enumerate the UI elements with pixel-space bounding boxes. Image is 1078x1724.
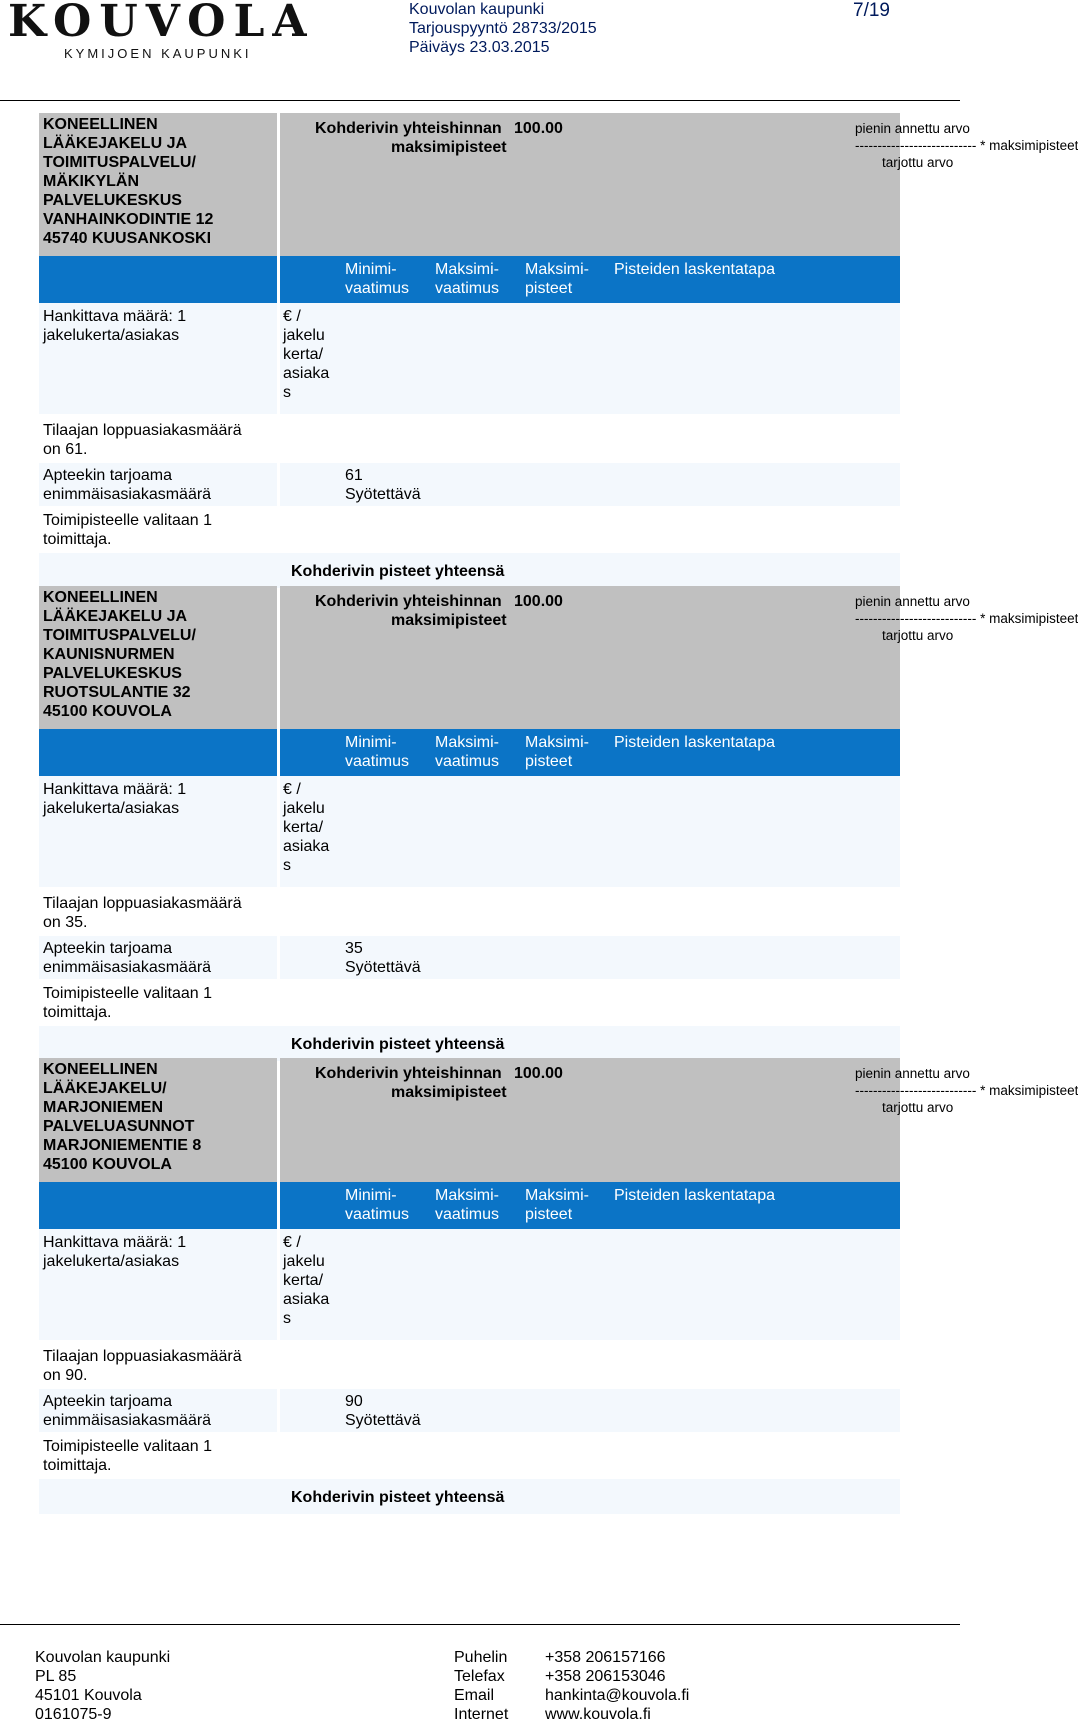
col-max-points: pisteet bbox=[525, 1206, 573, 1223]
quantity-line: Hankittava määrä: 1 bbox=[43, 781, 187, 798]
quantity-line: jakelukerta/asiakas bbox=[43, 800, 180, 817]
header-bar-left bbox=[39, 729, 277, 776]
col-max-points: Maksimi- bbox=[525, 1187, 589, 1204]
formula-denominator: tarjottu arvo bbox=[882, 155, 954, 170]
footer-business-id: 0161075-9 bbox=[35, 1706, 112, 1723]
col-min-req: Minimi- bbox=[345, 1187, 397, 1204]
col-max-points: pisteet bbox=[525, 280, 573, 297]
input-label[interactable]: Syötettävä bbox=[345, 486, 421, 503]
unit-cell bbox=[280, 303, 900, 414]
footer-contact-values bbox=[545, 1648, 689, 1724]
footer-web-label: Internet bbox=[454, 1706, 509, 1723]
header-org: Kouvolan kaupunki bbox=[409, 1, 545, 18]
quantity-line: jakelukerta/asiakas bbox=[43, 327, 180, 344]
unit-line: € / bbox=[283, 308, 301, 325]
supplier-line: toimittaja. bbox=[43, 1457, 112, 1474]
col-max-req: Maksimi- bbox=[435, 734, 499, 751]
max-points-cell bbox=[280, 113, 1078, 256]
col-calc-method: Pisteiden laskentatapa bbox=[614, 734, 775, 751]
col-max-points: pisteet bbox=[525, 753, 573, 770]
formula-denominator: tarjottu arvo bbox=[882, 1100, 954, 1115]
supplier-line: Toimipisteelle valitaan 1 bbox=[43, 512, 212, 529]
supplier-line: Toimipisteelle valitaan 1 bbox=[43, 985, 212, 1002]
unit-line: s bbox=[283, 857, 291, 874]
section-title-line: 45100 KOUVOLA bbox=[43, 1156, 172, 1173]
total-row bbox=[39, 1479, 900, 1514]
col-calc-method: Pisteiden laskentatapa bbox=[614, 1187, 775, 1204]
col-max-req: vaatimus bbox=[435, 280, 500, 297]
col-calc-method: Pisteiden laskentatapa bbox=[614, 261, 775, 278]
col-min-req: vaatimus bbox=[345, 753, 410, 770]
kouvola-logo bbox=[8, 0, 315, 61]
max-points-cell bbox=[280, 586, 1078, 729]
formula-denominator: tarjottu arvo bbox=[882, 628, 954, 643]
footer-email[interactable]: hankinta@kouvola.fi bbox=[545, 1687, 690, 1704]
offered-line: enimmäisasiakasmäärä bbox=[43, 959, 212, 976]
unit-cell bbox=[280, 1229, 900, 1340]
supplier-line: toimittaja. bbox=[43, 1004, 112, 1021]
offered-cell bbox=[39, 463, 277, 506]
col-max-points: Maksimi- bbox=[525, 734, 589, 751]
logo-wordmark: KOUVOLA bbox=[8, 0, 315, 47]
input-cell bbox=[280, 936, 900, 979]
total-points-label: Kohderivin pisteet yhteensä bbox=[291, 1036, 505, 1053]
input-label[interactable]: Syötettävä bbox=[345, 959, 421, 976]
max-points-label: Kohderivin yhteishinnan bbox=[315, 1065, 502, 1082]
supplier-line: toimittaja. bbox=[43, 531, 112, 548]
unit-line: s bbox=[283, 384, 291, 401]
footer-city: 45101 Kouvola bbox=[35, 1687, 142, 1704]
section-title-line: MARJONIEMENTIE 8 bbox=[43, 1137, 202, 1154]
offered-cell bbox=[39, 1389, 277, 1432]
footer-web[interactable]: www.kouvola.fi bbox=[545, 1706, 651, 1723]
unit-line: kerta/ bbox=[283, 346, 324, 363]
footer-fax: +358 206153046 bbox=[545, 1668, 666, 1685]
col-min-req: vaatimus bbox=[345, 280, 410, 297]
section-title-cell bbox=[39, 1058, 277, 1182]
section-title-line: 45100 KOUVOLA bbox=[43, 703, 172, 720]
supplier-line: Toimipisteelle valitaan 1 bbox=[43, 1438, 212, 1455]
footer-fax-label: Telefax bbox=[454, 1668, 505, 1685]
column-header-bar bbox=[280, 1182, 900, 1229]
unit-line: kerta/ bbox=[283, 1272, 324, 1289]
offered-line: Apteekin tarjoama bbox=[43, 1393, 172, 1410]
quantity-cell bbox=[39, 1229, 277, 1340]
section-title-line: KAUNISNURMEN bbox=[43, 646, 175, 663]
col-max-req: Maksimi- bbox=[435, 261, 499, 278]
total-points-label: Kohderivin pisteet yhteensä bbox=[291, 563, 505, 580]
max-points-value: 100.00 bbox=[514, 120, 563, 137]
section-title-line: LÄÄKEJAKELU JA bbox=[43, 135, 188, 152]
customers-line: Tilaajan loppuasiakasmäärä bbox=[43, 895, 242, 912]
customers-cell bbox=[39, 890, 277, 934]
offered-line: enimmäisasiakasmäärä bbox=[43, 1412, 212, 1429]
input-label[interactable]: Syötettävä bbox=[345, 1412, 421, 1429]
section-title-line: MARJONIEMEN bbox=[43, 1099, 164, 1116]
offered-line: Apteekin tarjoama bbox=[43, 940, 172, 957]
formula-numerator: pienin annettu arvo bbox=[855, 594, 970, 609]
section-title-line: PALVELUKESKUS bbox=[43, 192, 182, 209]
section-title-line: RUOTSULANTIE 32 bbox=[43, 684, 191, 701]
header-tender: Tarjouspyyntö 28733/2015 bbox=[409, 20, 597, 37]
footer-contact-labels bbox=[454, 1648, 508, 1724]
max-points-cell bbox=[280, 1058, 1078, 1182]
page-number: 7/19 bbox=[853, 0, 890, 21]
section-title-cell bbox=[39, 113, 277, 256]
quantity-line: Hankittava määrä: 1 bbox=[43, 1234, 187, 1251]
min-requirement-value: 61 bbox=[345, 467, 363, 484]
offered-line: enimmäisasiakasmäärä bbox=[43, 486, 212, 503]
max-points-label: maksimipisteet bbox=[391, 139, 507, 156]
col-max-points: Maksimi- bbox=[525, 261, 589, 278]
section-title-line: TOIMITUSPALVELU/ bbox=[43, 154, 196, 171]
input-cell bbox=[280, 1389, 900, 1432]
offered-cell bbox=[39, 936, 277, 979]
section-title-line: KONEELLINEN bbox=[43, 589, 158, 606]
col-max-req: vaatimus bbox=[435, 1206, 500, 1223]
footer-address bbox=[35, 1648, 170, 1724]
max-points-value: 100.00 bbox=[514, 593, 563, 610]
quantity-line: jakelukerta/asiakas bbox=[43, 1253, 180, 1270]
column-header-bar bbox=[280, 729, 900, 776]
min-requirement-value: 35 bbox=[345, 940, 363, 957]
section-title-line: KONEELLINEN bbox=[43, 1061, 158, 1078]
supplier-cell bbox=[39, 981, 277, 1024]
unit-line: asiaka bbox=[283, 838, 330, 855]
column-header-bar bbox=[280, 256, 900, 303]
input-cell bbox=[280, 463, 900, 506]
col-min-req: vaatimus bbox=[345, 1206, 410, 1223]
total-points-label: Kohderivin pisteet yhteensä bbox=[291, 1489, 505, 1506]
header-bar-left bbox=[39, 256, 277, 303]
max-points-value: 100.00 bbox=[514, 1065, 563, 1082]
unit-line: € / bbox=[283, 1234, 301, 1251]
customers-line: on 61. bbox=[43, 441, 88, 458]
section-title-line: PALVELUKESKUS bbox=[43, 665, 182, 682]
quantity-cell bbox=[39, 303, 277, 414]
formula-numerator: pienin annettu arvo bbox=[855, 121, 970, 136]
footer-po: PL 85 bbox=[35, 1668, 77, 1685]
quantity-line: Hankittava määrä: 1 bbox=[43, 308, 187, 325]
section-title-line: LÄÄKEJAKELU/ bbox=[43, 1080, 167, 1097]
section-title-line: TOIMITUSPALVELU/ bbox=[43, 627, 196, 644]
unit-cell bbox=[280, 776, 900, 887]
col-max-req: vaatimus bbox=[435, 753, 500, 770]
customers-line: on 35. bbox=[43, 914, 88, 931]
supplier-cell bbox=[39, 508, 277, 551]
max-points-label: Kohderivin yhteishinnan bbox=[315, 593, 502, 610]
total-row bbox=[39, 1026, 900, 1061]
footer-phone: +358 206157166 bbox=[545, 1649, 666, 1666]
footer-email-label: Email bbox=[454, 1687, 495, 1704]
quantity-cell bbox=[39, 776, 277, 887]
max-points-label: maksimipisteet bbox=[391, 1084, 507, 1101]
footer-org: Kouvolan kaupunki bbox=[35, 1649, 171, 1666]
document-header bbox=[409, 0, 597, 57]
col-max-req: Maksimi- bbox=[435, 1187, 499, 1204]
section-title-line: PALVELUASUNNOT bbox=[43, 1118, 195, 1135]
header-bar-left bbox=[39, 1182, 277, 1229]
formula-numerator: pienin annettu arvo bbox=[855, 1066, 970, 1081]
total-row bbox=[39, 553, 900, 588]
unit-line: asiaka bbox=[283, 1291, 330, 1308]
header-date: Päiväys 23.03.2015 bbox=[409, 39, 550, 56]
offered-line: Apteekin tarjoama bbox=[43, 467, 172, 484]
unit-line: € / bbox=[283, 781, 301, 798]
footer-divider bbox=[0, 1624, 960, 1625]
unit-line: jakelu bbox=[283, 1253, 325, 1270]
section-title-line: LÄÄKEJAKELU JA bbox=[43, 608, 188, 625]
customers-cell bbox=[39, 417, 277, 461]
max-points-label: maksimipisteet bbox=[391, 612, 507, 629]
unit-line: jakelu bbox=[283, 800, 325, 817]
formula-divider: --------------------------- * maksimipisteet bbox=[855, 138, 1078, 153]
customers-line: on 90. bbox=[43, 1367, 88, 1384]
section-title-line: 45740 KUUSANKOSKI bbox=[43, 230, 212, 247]
section-title-line: VANHAINKODINTIE 12 bbox=[43, 211, 214, 228]
logo-tagline: KYMIJOEN KAUPUNKI bbox=[64, 46, 252, 61]
unit-line: jakelu bbox=[283, 327, 325, 344]
customers-line: Tilaajan loppuasiakasmäärä bbox=[43, 422, 242, 439]
section-title-line: KONEELLINEN bbox=[43, 116, 158, 133]
col-min-req: Minimi- bbox=[345, 734, 397, 751]
customers-cell bbox=[39, 1343, 277, 1387]
unit-line: asiaka bbox=[283, 365, 330, 382]
min-requirement-value: 90 bbox=[345, 1393, 363, 1410]
section-title-line: MÄKIKYLÄN bbox=[43, 173, 139, 190]
header-divider bbox=[0, 100, 960, 101]
formula-divider: --------------------------- * maksimipisteet bbox=[855, 1083, 1078, 1098]
unit-line: kerta/ bbox=[283, 819, 324, 836]
max-points-label: Kohderivin yhteishinnan bbox=[315, 120, 502, 137]
customers-line: Tilaajan loppuasiakasmäärä bbox=[43, 1348, 242, 1365]
col-min-req: Minimi- bbox=[345, 261, 397, 278]
supplier-cell bbox=[39, 1434, 277, 1477]
unit-line: s bbox=[283, 1310, 291, 1327]
section-title-cell bbox=[39, 586, 277, 729]
formula-divider: --------------------------- * maksimipisteet bbox=[855, 611, 1078, 626]
footer-phone-label: Puhelin bbox=[454, 1649, 508, 1666]
